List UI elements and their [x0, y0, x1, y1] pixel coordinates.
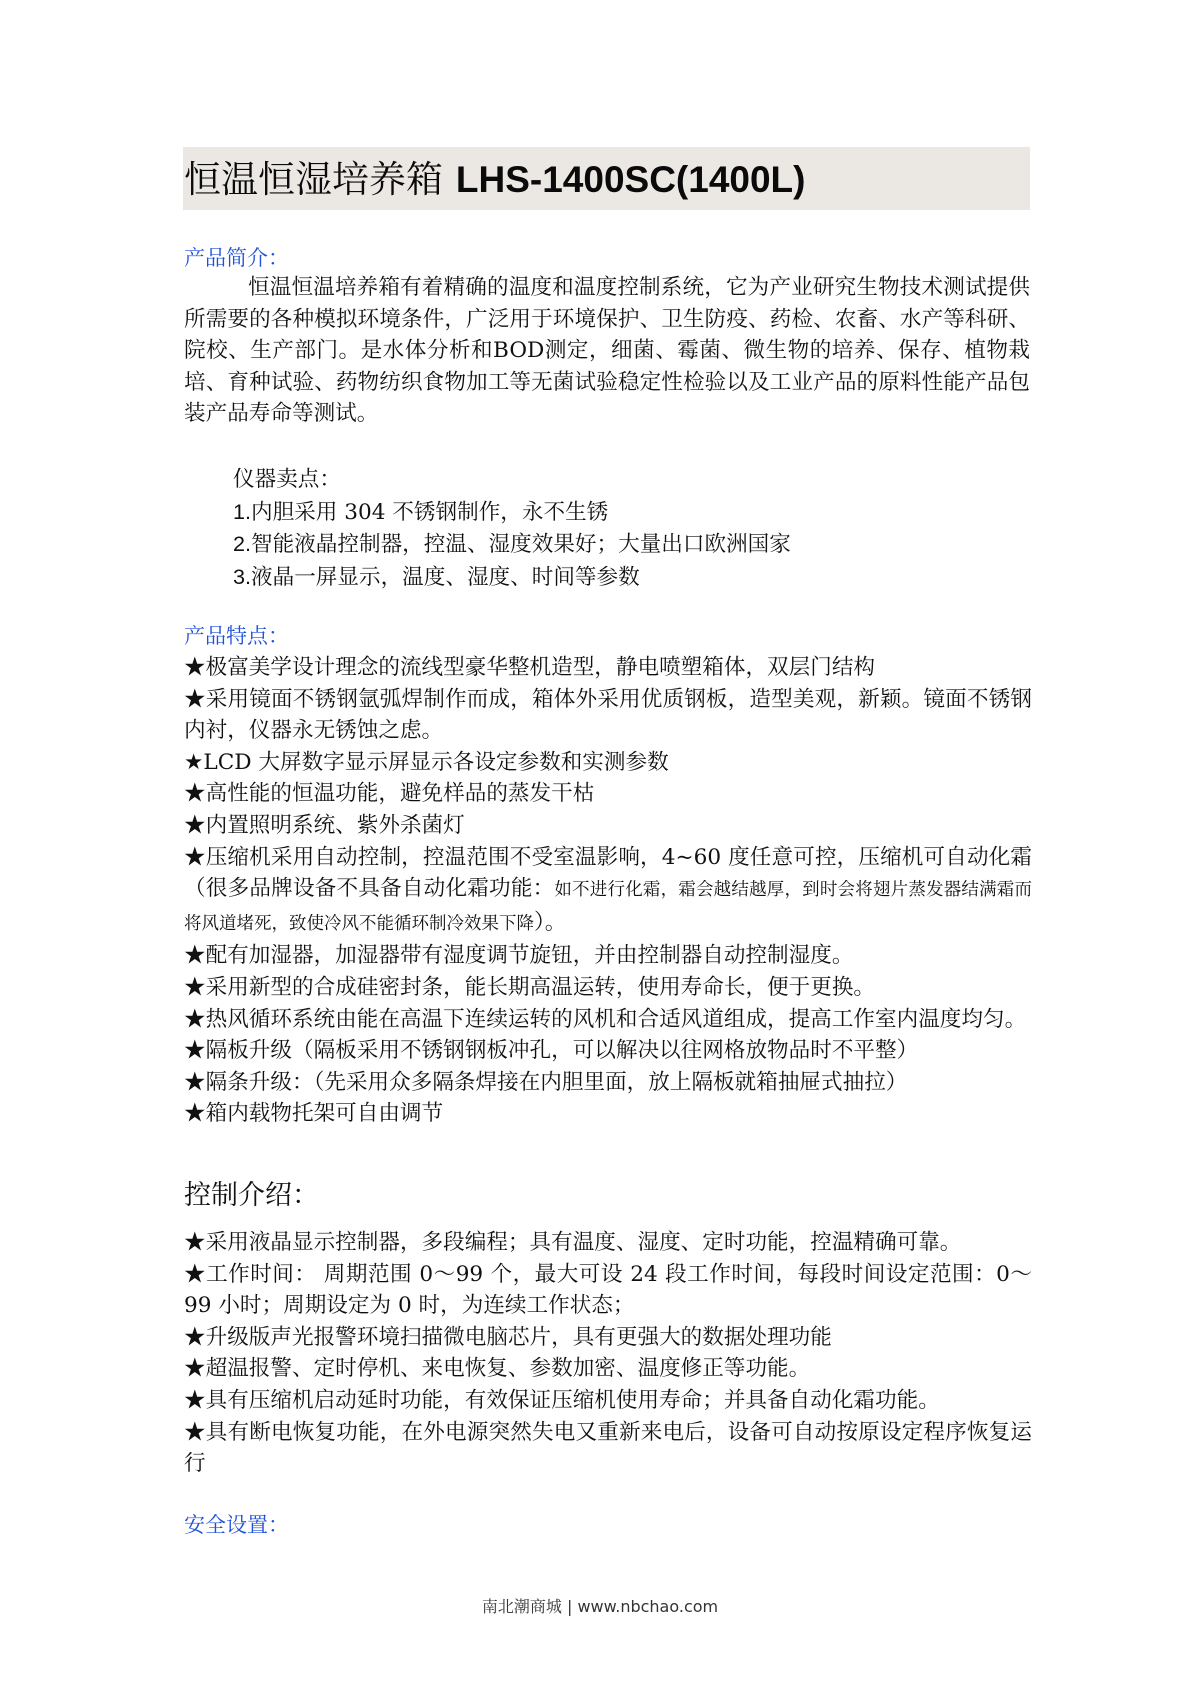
feature-item: ★箱内载物托架可自由调节: [184, 1101, 444, 1127]
selling-point-3: 3.液晶一屏显示，温度、湿度、时间等参数: [233, 563, 640, 590]
feature-item-compressor: ★压缩机采用自动控制，控温范围不受室温影响，4~60 度任意可控，压缩机可自动化霜（很多品牌设备不具备自动化霜功能：如不进行化霜，霜会越结越厚，到时会将翅片蒸发器结满霜而将风道堵死，致使冷风不能循环制冷效果下降）。: [184, 844, 1032, 935]
control-list: [184, 1227, 1032, 1480]
feature-item: ★极富美学设计理念的流线型豪华整机造型，静电喷塑箱体，双层门结构: [184, 655, 876, 680]
feature-item: ★隔条升级：（先采用众多隔条焊接在内胆里面，放上隔板就箱抽屉式抽拉）: [184, 1069, 908, 1095]
intro-text: 恒温恒温培养箱有着精确的温度和温度控制系统，它为产业研究生物技术测试提供所需要的各种模拟环境条件，广泛用于环境保护、卫生防疫、药检、农畜、水产等科研、院校、生产部门。是水体分析和BOD测定，细菌、霉菌、微生物的培养、保存、植物栽 培、育种试验、药物纺织食物加工等无菌试验稳定性检验以及工业产品的原料性能产品包装产品寿命等测试。: [184, 275, 1052, 427]
intro-heading: 产品简介：: [184, 246, 289, 270]
features-list: [184, 652, 1032, 1130]
defrost-note: 如不进行化霜，霜会越结越厚，到时会将翅片蒸发器结满霜而将风道堵死，致使冷风不能循环制冷效果下降: [184, 880, 1032, 934]
selling-point-1: 1.内胆采用 304 不锈钢制作，永不生锈: [233, 498, 609, 525]
selling-point-2: 2.智能液晶控制器，控温、湿度效果好；大量出口欧洲国家: [233, 531, 791, 558]
feature-item: ★隔板升级（隔板采用不锈钢钢板冲孔，可以解决以往网格放物品时不平整）: [184, 1038, 919, 1064]
features-heading: 产品特点：: [184, 624, 289, 648]
title-cn: 恒温恒湿培养箱: [184, 158, 443, 201]
feature-item: ★热风循环系统由能在高温下连续运转的风机和合适风道组成，提高工作室内温度均匀。: [184, 1006, 1027, 1032]
control-item: ★工作时间： 周期范围 0～99 个，最大可设 24 段工作时间，每段时间设定范围：0～99 小时；周期设定为 0 时，为连续工作状态；: [184, 1261, 1032, 1319]
control-heading: 控制介绍：: [184, 1180, 319, 1211]
title-model: LHS-1400SC(1400L): [455, 159, 806, 200]
selling-points: [233, 464, 791, 593]
control-item: ★超温报警、定时停机、来电恢复、参数加密、温度修正等功能。: [184, 1356, 811, 1382]
page-title: [184, 153, 805, 206]
feature-item: ★采用镜面不锈钢氩弧焊制作而成，箱体外采用优质钢板，造型美观，新颖。镜面不锈钢内衬，仪器永无锈蚀之虑。: [184, 686, 1032, 744]
feature-item: ★配有加湿器，加湿器带有湿度调节旋钮，并由控制器自动控制湿度。: [184, 943, 854, 969]
feature-item: ★LCD 大屏数字显示屏显示各设定参数和实测参数: [184, 749, 669, 775]
selling-points-heading: 仪器卖点：: [233, 467, 341, 492]
control-item: ★具有压缩机启动延时功能，有效保证压缩机使用寿命；并具备自动化霜功能。: [184, 1387, 940, 1413]
control-item: ★采用液晶显示控制器，多段编程；具有温度、湿度、定时功能，控温精确可靠。: [184, 1230, 962, 1255]
page-footer: 南北潮商城 | www.nbchao.com: [481, 1597, 719, 1616]
control-item: ★升级版声光报警环境扫描微电脑芯片，具有更强大的数据处理功能: [184, 1324, 832, 1350]
feature-item: ★采用新型的合成硅密封条，能长期高温运转，使用寿命长，便于更换。: [184, 974, 876, 1000]
feature-item: ★高性能的恒温功能，避免样品的蒸发干枯: [184, 781, 595, 807]
feature-item: ★内置照明系统、紫外杀菌灯: [184, 812, 465, 838]
control-item: ★具有断电恢复功能，在外电源突然失电又重新来电后，设备可自动按原设定程序恢复运行: [184, 1419, 1032, 1477]
safety-heading: 安全设置：: [184, 1513, 289, 1537]
